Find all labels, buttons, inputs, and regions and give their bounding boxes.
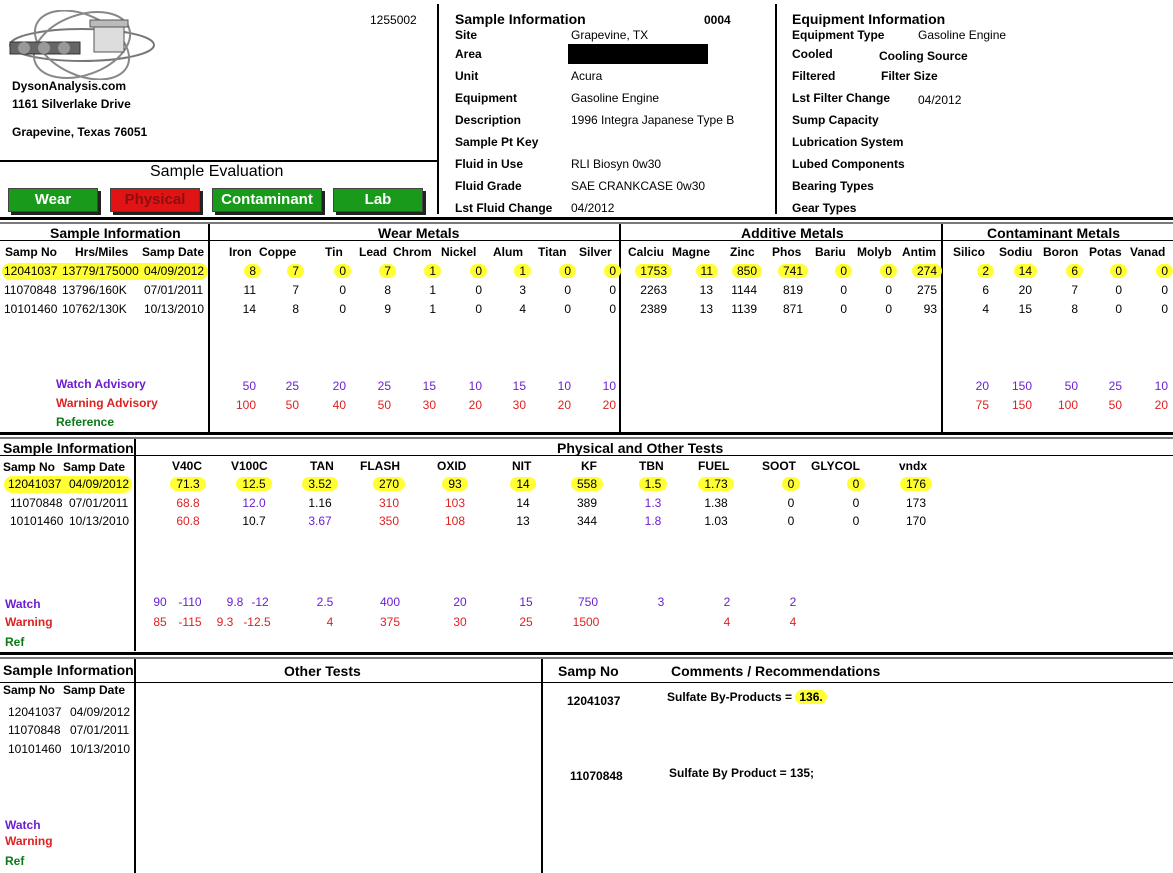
metal-cell: 741 [778, 264, 808, 278]
metal-cell: 0 [840, 283, 847, 297]
physical-cell [676, 477, 756, 491]
metal-cell: 0 [835, 264, 852, 278]
metal-cell: 0 [880, 264, 897, 278]
metal-cell: 0 [604, 264, 621, 278]
physical-tests-title: Physical and Other Tests [557, 440, 724, 456]
highlighted-value: 3.52 [302, 477, 337, 491]
metal-cell: 0 [609, 302, 616, 316]
advisory-value: 375 [379, 615, 401, 629]
metal-cell: 1139 [731, 302, 757, 316]
metal-cell: 7 [1071, 283, 1078, 297]
reference-label: Reference [56, 415, 115, 429]
advisory-value: 150 [1011, 398, 1032, 412]
metal-cell: 0 [609, 283, 616, 297]
comment-samp-no: 12041037 [567, 694, 621, 708]
advisory-value: 50 [377, 398, 391, 412]
metal-cell: 0 [1115, 302, 1122, 316]
comment-text [667, 690, 827, 704]
advisory-value: 9.3 [216, 615, 234, 629]
advisory-value: 15 [422, 379, 436, 393]
advisory-value: 20 [453, 595, 467, 609]
metal-cell: 10101460 [4, 302, 58, 316]
metal-cell: 0 [885, 302, 892, 316]
advisory-value: 50 [285, 398, 299, 412]
other-sample-info-title: Sample Information [3, 662, 134, 678]
advisory-value: 20 [602, 398, 616, 412]
lab-name: DysonAnalysis.com [12, 79, 127, 93]
metal-cell: 0 [339, 302, 346, 316]
advisory-value: 85 [153, 615, 167, 629]
engine-logo-icon [4, 10, 160, 80]
advisory-value: 750 [577, 595, 599, 609]
metal-cell: 1 [429, 283, 436, 297]
other-warning-label: Warning [5, 834, 53, 848]
metal-cell: 13 [699, 283, 713, 297]
advisory-value: 25 [519, 615, 533, 629]
physical-cell: 0 [787, 514, 795, 528]
advisory-value: 20 [468, 398, 482, 412]
advisory-value: 25 [1108, 379, 1122, 393]
metal-cell: 10762/130K [62, 302, 127, 316]
advisory-value: 400 [379, 595, 401, 609]
highlighted-value: 270 [373, 477, 405, 491]
other-watch-label: Watch [5, 818, 41, 832]
advisory-value: 50 [1108, 398, 1122, 412]
advisory-value: 4 [326, 615, 334, 629]
advisory-value: 40 [332, 398, 346, 412]
advisory-value: 75 [975, 398, 989, 412]
advisory-value: -12.5 [243, 615, 271, 629]
physical-cell: 11070848 [10, 496, 63, 510]
advisory-value: 100 [1057, 398, 1078, 412]
advisory-value: 25 [377, 379, 391, 393]
physical-cell: 14 [516, 496, 530, 510]
metal-cell: 0 [475, 283, 482, 297]
physical-cell: 108 [444, 514, 466, 528]
comments-title: Comments / Recommendations [671, 663, 881, 679]
metal-cell: 274 [912, 264, 942, 278]
advisory-value: 2 [789, 595, 797, 609]
metal-cell: 0 [1161, 283, 1168, 297]
other-ref-label: Ref [5, 854, 25, 868]
physical-cell: 13 [516, 514, 530, 528]
metal-cell: 6 [1066, 264, 1083, 278]
report-id: 1255002 [370, 13, 417, 27]
advisory-value: 30 [512, 398, 526, 412]
highlighted-value: 12.5 [236, 477, 271, 491]
sample-evaluation-title: Sample Evaluation [150, 163, 284, 180]
watch-advisory-label: Watch Advisory [56, 377, 146, 391]
physical-cell: 1.38 [704, 496, 728, 510]
metal-cell: 819 [782, 283, 803, 297]
wear-metals-title: Wear Metals [378, 225, 460, 241]
metal-cell: 8 [244, 264, 261, 278]
highlighted-value: 14 [510, 477, 535, 491]
highlighted-value: 93 [442, 477, 467, 491]
physical-cell: 10/13/2010 [69, 514, 130, 528]
lab-address-city: Grapevine, Texas 76051 [12, 125, 148, 139]
physical-cell: 1.3 [644, 496, 662, 510]
physical-cell: 0 [852, 514, 860, 528]
advisory-value: 4 [789, 615, 797, 629]
physical-ref-label: Ref [5, 635, 25, 649]
metal-cell: 0 [1156, 264, 1173, 278]
physical-cell: 170 [905, 514, 927, 528]
physical-cell: 344 [576, 514, 598, 528]
comment-text: Sulfate By Product = 135; [669, 766, 815, 780]
metal-cell: 1 [424, 264, 441, 278]
metal-cell: 4 [519, 302, 526, 316]
physical-cell: 1.03 [704, 514, 728, 528]
metal-cell: 13 [699, 302, 713, 316]
advisory-value: 30 [422, 398, 436, 412]
physical-watch-label: Watch [5, 597, 41, 611]
comments-samp-no-header: Samp No [558, 663, 619, 679]
metal-cell: 0 [1161, 302, 1168, 316]
metal-cell: 15 [1018, 302, 1032, 316]
metal-cell: 0 [475, 302, 482, 316]
metal-cell: 11070848 [4, 283, 57, 297]
physical-cell: 04/09/2012 [69, 477, 130, 491]
comment-highlighted-value: 136. [795, 690, 826, 704]
metal-cell: 11 [243, 283, 256, 297]
advisory-value: 50 [242, 379, 256, 393]
lab-address-street: 1161 Silverlake Drive [12, 97, 131, 111]
advisory-value: 2 [723, 595, 731, 609]
metal-cell: 6 [982, 283, 989, 297]
advisory-value: 9.8 [226, 595, 244, 609]
physical-cell: 3.67 [308, 514, 332, 528]
metal-cell: 3 [519, 283, 526, 297]
metal-cell: 275 [916, 283, 937, 297]
advisory-value: 20 [1154, 398, 1168, 412]
physical-cell: 1.16 [308, 496, 332, 510]
physical-cell: 60.8 [176, 514, 200, 528]
highlighted-value: 1.5 [639, 477, 668, 491]
metal-cell: 2263 [640, 283, 667, 297]
metal-cell: 0 [564, 283, 571, 297]
highlighted-value: 176 [900, 477, 932, 491]
advisory-value: 150 [1011, 379, 1032, 393]
metal-cell: 10/13/2010 [144, 302, 205, 316]
physical-cell: 10101460 [10, 514, 64, 528]
advisory-value: 20 [332, 379, 346, 393]
advisory-value: 4 [723, 615, 731, 629]
physical-cell: 10.7 [242, 514, 266, 528]
metal-cell: 0 [840, 302, 847, 316]
wear-button[interactable]: Wear [8, 188, 98, 212]
additive-metals-title: Additive Metals [741, 225, 844, 241]
advisory-value: 3 [657, 595, 665, 609]
metal-cell: 04/09/2012 [144, 264, 205, 278]
physical-cell: 350 [378, 514, 400, 528]
physical-warning-label: Warning [5, 615, 53, 629]
metal-cell: 8 [384, 283, 391, 297]
advisory-value: 10 [1154, 379, 1168, 393]
contaminant-metals-title: Contaminant Metals [987, 225, 1121, 241]
metal-cell: 20 [1018, 283, 1032, 297]
physical-button[interactable]: Physical [110, 188, 200, 212]
physical-cell: 310 [378, 496, 400, 510]
comment-samp-no: 11070848 [570, 769, 623, 783]
sample-info-number: 0004 [704, 13, 731, 27]
physical-cell: 0 [787, 496, 795, 510]
metal-cell: 12041037 [4, 264, 58, 278]
physical-cell: 389 [576, 496, 598, 510]
metal-cell: 2 [977, 264, 994, 278]
advisory-value: 2.5 [316, 595, 334, 609]
physical-cell: 12041037 [8, 477, 62, 491]
sample-info-title: Sample Information [455, 11, 586, 27]
metal-cell: 0 [559, 264, 576, 278]
metal-cell: 13796/160K [62, 283, 127, 297]
physical-cell: 07/01/2011 [69, 496, 129, 510]
advisory-value: 30 [453, 615, 467, 629]
advisory-value: 15 [519, 595, 533, 609]
metal-cell: 2389 [640, 302, 667, 316]
metal-cell: 8 [292, 302, 299, 316]
redacted-area-block [568, 44, 708, 64]
metal-cell: 4 [982, 302, 989, 316]
lab-logo [4, 10, 160, 80]
advisory-value: -115 [178, 615, 202, 629]
advisory-value: 50 [1064, 379, 1078, 393]
other-tests-title: Other Tests [284, 663, 361, 679]
advisory-value: 90 [153, 595, 167, 609]
metal-cell: 1753 [635, 264, 672, 278]
physical-cell: 68.8 [176, 496, 200, 510]
advisory-value: 100 [235, 398, 256, 412]
physical-cell [876, 477, 956, 491]
metal-cell: 0 [339, 283, 346, 297]
metal-cell: 7 [292, 283, 299, 297]
metal-cell: 8 [1071, 302, 1078, 316]
metal-cell: 07/01/2011 [144, 283, 204, 297]
advisory-value: 20 [975, 379, 989, 393]
metal-cell: 7 [287, 264, 304, 278]
advisory-value: 10 [557, 379, 571, 393]
equipment-info-title: Equipment Information [792, 11, 946, 27]
metal-cell: 13779/175000 [62, 264, 139, 278]
metal-cell: 0 [1110, 264, 1127, 278]
metal-cell: 9 [384, 302, 391, 316]
advisory-value: 10 [468, 379, 482, 393]
metal-cell: 1 [429, 302, 436, 316]
highlighted-value: 0 [782, 477, 801, 491]
highlighted-value: 558 [571, 477, 603, 491]
metal-cell: 7 [379, 264, 396, 278]
advisory-value: 15 [512, 379, 526, 393]
metal-cell: 0 [334, 264, 351, 278]
highlighted-value: 0 [847, 477, 866, 491]
physical-cell [280, 477, 360, 491]
metal-cell: 93 [923, 302, 937, 316]
metal-cell: 0 [470, 264, 487, 278]
warning-advisory-label: Warning Advisory [56, 396, 158, 410]
advisory-value: 10 [602, 379, 616, 393]
advisory-value: 20 [557, 398, 571, 412]
physical-sample-info-title: Sample Information [3, 440, 134, 456]
metal-cell: 1144 [731, 283, 757, 297]
physical-cell: 173 [905, 496, 927, 510]
metal-cell: 871 [782, 302, 803, 316]
metal-cell: 14 [242, 302, 256, 316]
metal-cell: 0 [564, 302, 571, 316]
advisory-value: -12 [251, 595, 269, 609]
metal-cell: 11 [696, 264, 718, 278]
metal-cell: 1 [514, 264, 531, 278]
physical-cell: 12.0 [242, 496, 266, 510]
metal-cell: 0 [885, 283, 892, 297]
physical-cell: 103 [444, 496, 466, 510]
advisory-value: 25 [285, 379, 299, 393]
advisory-value: 1500 [572, 615, 600, 629]
advisory-value: -110 [178, 595, 202, 609]
physical-cell: 0 [852, 496, 860, 510]
comment-text-label: Sulfate By-Products = [667, 690, 796, 704]
highlighted-value: 71.3 [170, 477, 205, 491]
physical-cell: 1.8 [644, 514, 662, 528]
lab-button[interactable]: Lab [333, 188, 423, 212]
metal-cell: 850 [732, 264, 762, 278]
metals-sample-info-title: Sample Information [50, 225, 181, 241]
metal-cell: 0 [1115, 283, 1122, 297]
metal-cell: 14 [1014, 264, 1037, 278]
highlighted-value: 1.73 [698, 477, 733, 491]
contaminant-button[interactable]: Contaminant [212, 188, 322, 212]
